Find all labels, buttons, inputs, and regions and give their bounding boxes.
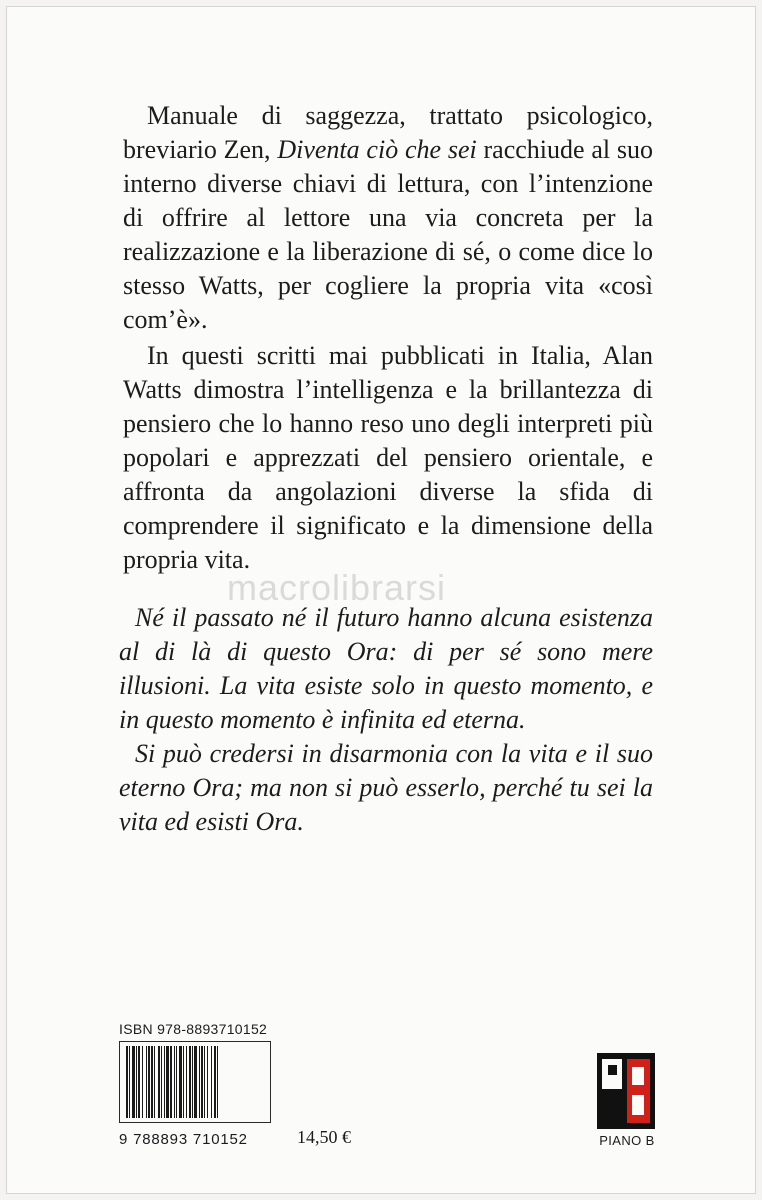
blurb-paragraph-2: In questi scritti mai pubblicati in Italia, Alan Watts dimostra l’intelligenza e la brillantezza di pensiero che lo hanno reso uno degli interpreti più popolari e apprezzati del pensiero orientale, e affronta da angolazioni diverse la sfida di comprendere il significato e la dimensione della propria vita. — [123, 341, 653, 574]
barcode-digits: 9 788893 710152 — [119, 1131, 248, 1148]
publisher-logo-icon — [597, 1053, 655, 1129]
barcode-bar — [138, 1046, 140, 1118]
barcode-bar — [142, 1046, 143, 1118]
barcode-bar — [176, 1046, 177, 1118]
blurb-paragraph-1 — [123, 99, 653, 337]
barcode-bar — [151, 1046, 153, 1118]
barcode-bar — [161, 1046, 162, 1118]
barcode-bar — [186, 1046, 187, 1118]
blurb-p1-end: racchiude al suo interno diverse chiavi di lettura, con l’intenzione di offrire al lettore una via concreta per la realizzazione e la liberazione di sé, o come dice lo stesso Watts, per cogliere la propria vita «così com’è». — [123, 135, 654, 334]
barcode-bar — [204, 1046, 205, 1118]
price: 14,50 € — [297, 1127, 351, 1147]
book-title: Diventa ciò che sei — [277, 135, 477, 164]
quote-text — [119, 601, 653, 839]
isbn-label: ISBN 978-8893710152 — [119, 1021, 268, 1037]
barcode-bar — [170, 1046, 172, 1118]
barcode-bar — [179, 1046, 182, 1118]
quote-paragraph-1: Né il passato né il futuro hanno alcuna esistenza al di là di questo Ora: di per sé sono mere illusioni. La vita esiste solo in questo momento, e in questo momento è infinita ed eterna. — [119, 603, 653, 734]
barcode-bar — [192, 1046, 193, 1118]
watermark: macrolibrarsi — [227, 567, 447, 608]
barcode-bar — [148, 1046, 150, 1118]
barcode-bar — [211, 1046, 212, 1118]
blurb-p1-start: Manuale di saggezza, trattato psicologico, breviario Zen, — [123, 101, 653, 164]
barcode-bar — [136, 1046, 137, 1118]
barcode-bar — [217, 1046, 218, 1118]
barcode-bar — [189, 1046, 191, 1118]
barcode-bar — [199, 1046, 200, 1118]
barcode-bar — [207, 1046, 208, 1118]
barcode-bar — [201, 1046, 203, 1118]
barcode-bar — [183, 1046, 184, 1118]
back-cover — [6, 6, 756, 1194]
barcode-bar — [174, 1046, 175, 1118]
barcode-bar — [146, 1046, 147, 1118]
barcode-bar — [158, 1046, 160, 1118]
barcode-bar — [194, 1046, 197, 1118]
barcode-bar — [214, 1046, 216, 1118]
barcode-bars — [124, 1046, 266, 1118]
barcode-bar — [132, 1046, 135, 1118]
barcode-bar — [126, 1046, 128, 1118]
publisher-name: PIANO B — [599, 1133, 655, 1148]
blurb-text — [123, 99, 653, 577]
quote-paragraph-2: Si può credersi in disarmonia con la vita e il suo eterno Ora; ma non si può esserlo, perché tu sei la vita ed esisti Ora. — [119, 739, 653, 836]
barcode-bar — [164, 1046, 165, 1118]
barcode-bar — [129, 1046, 130, 1118]
barcode-bar — [166, 1046, 169, 1118]
barcode-bar — [154, 1046, 155, 1118]
barcode — [119, 1041, 271, 1123]
